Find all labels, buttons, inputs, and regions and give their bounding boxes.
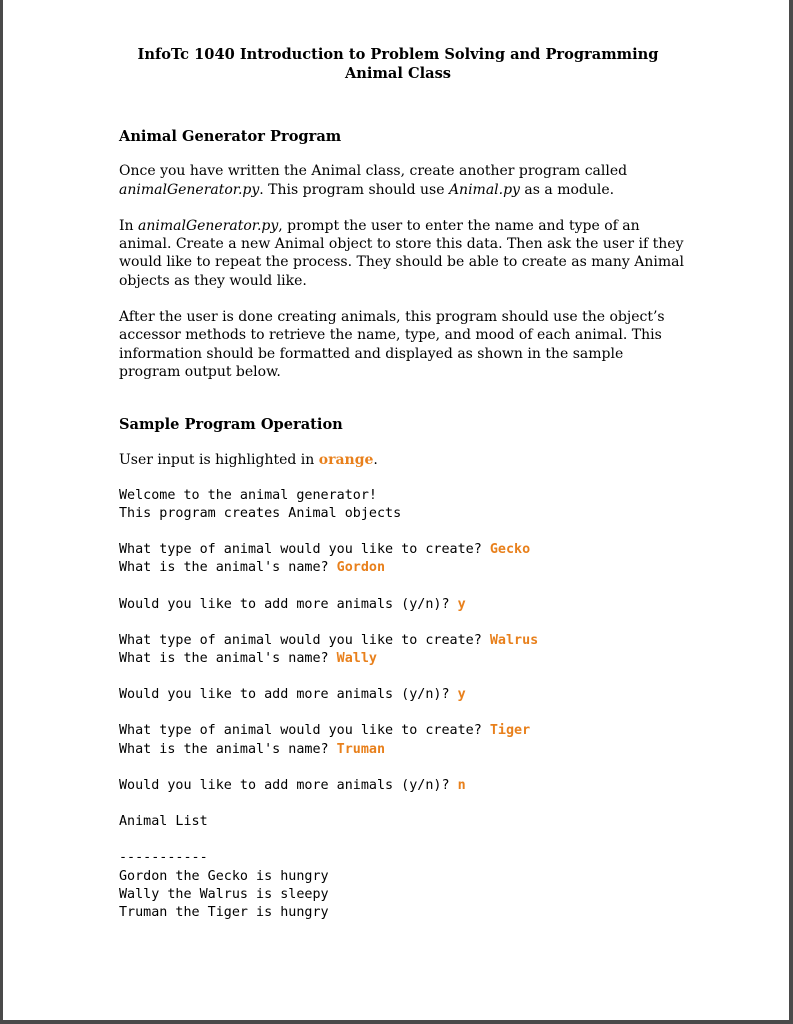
paragraph-intro bbox=[119, 162, 689, 199]
console-line: Would you like to add more animals (y/n)? y bbox=[119, 596, 466, 612]
filename-text: animalGenerator.py bbox=[119, 181, 260, 198]
highlight-word: orange bbox=[318, 451, 374, 468]
user-input: n bbox=[457, 777, 466, 793]
text-run: User input is highlighted in bbox=[119, 451, 319, 468]
highlight-note bbox=[119, 451, 689, 469]
document-subtitle: Animal Class bbox=[344, 65, 452, 82]
animal-list-rule: ----------- bbox=[119, 850, 208, 866]
user-input: y bbox=[457, 596, 466, 612]
console-line: What type of animal would you like to create? Tiger bbox=[119, 723, 531, 739]
user-input: Gordon bbox=[336, 560, 386, 576]
module-name-text: Animal.py bbox=[448, 181, 520, 198]
user-input: Wally bbox=[336, 651, 377, 667]
user-input: Tiger bbox=[489, 723, 531, 739]
sample-output bbox=[119, 487, 689, 922]
console-line: What is the animal's name? Wally bbox=[119, 651, 377, 667]
console-line: What is the animal's name? Truman bbox=[119, 741, 386, 757]
text-run: . This program should use bbox=[259, 181, 449, 198]
text-run: . bbox=[373, 451, 378, 468]
text-run: , prompt the user to enter the name and type of an animal. Create a new Animal object to store this data. Then ask the user if they would like to repeat the process. They should be able to create as many Animal objects as they would like. bbox=[119, 217, 684, 289]
document-header bbox=[3, 45, 793, 83]
document-page bbox=[3, 0, 789, 1020]
text-run: In bbox=[119, 217, 138, 234]
user-input: Gecko bbox=[489, 542, 531, 558]
text-run: Once you have written the Animal class, create another program called bbox=[119, 163, 628, 180]
section-title-generator: Animal Generator Program bbox=[119, 128, 342, 145]
filename-text: animalGenerator.py bbox=[138, 217, 279, 234]
course-title: InfoTc 1040 Introduction to Problem Solving and Programming bbox=[137, 46, 659, 63]
paragraph-output: After the user is done creating animals, this program should use the object’s accessor methods to retrieve the name, type, and mood of each animal. This information should be formatted and displayed as shown in the sample program output below. bbox=[119, 309, 665, 380]
console-line: Would you like to add more animals (y/n)? y bbox=[119, 687, 466, 703]
console-line: What type of animal would you like to create? Gecko bbox=[119, 542, 531, 558]
console-line: Welcome to the animal generator! bbox=[119, 487, 377, 503]
user-input: Truman bbox=[336, 741, 386, 757]
paragraph-instructions bbox=[119, 217, 689, 290]
console-line: Would you like to add more animals (y/n)? n bbox=[119, 777, 466, 793]
text-run: as a module. bbox=[519, 181, 615, 198]
console-line: This program creates Animal objects bbox=[119, 506, 402, 522]
user-input: Walrus bbox=[489, 632, 539, 648]
animal-list-title: Animal List bbox=[119, 814, 208, 830]
document-body bbox=[119, 128, 689, 922]
animal-list-item: Truman the Tiger is hungry bbox=[119, 904, 329, 920]
animal-list-item: Wally the Walrus is sleepy bbox=[119, 886, 329, 902]
section-title-sample: Sample Program Operation bbox=[119, 416, 343, 434]
console-line: What is the animal's name? Gordon bbox=[119, 560, 386, 576]
animal-list-item: Gordon the Gecko is hungry bbox=[119, 868, 329, 884]
user-input: y bbox=[457, 687, 466, 703]
console-line: What type of animal would you like to create? Walrus bbox=[119, 632, 539, 648]
